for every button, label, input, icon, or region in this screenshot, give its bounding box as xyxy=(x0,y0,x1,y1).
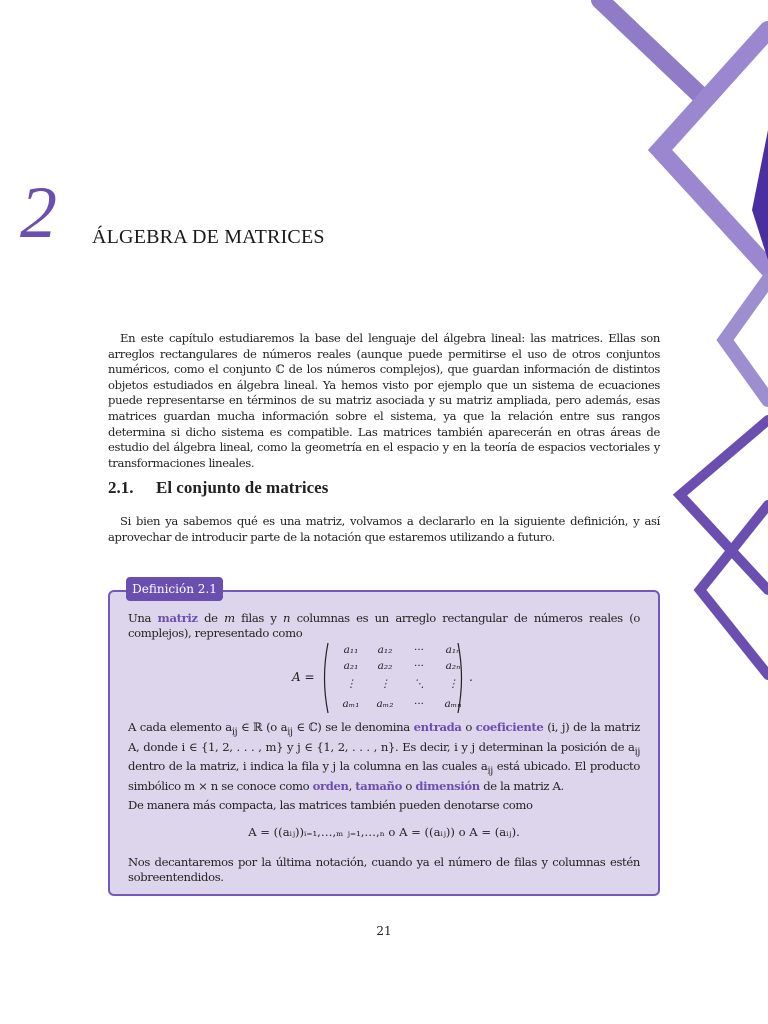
section-title: El conjunto de matrices xyxy=(156,478,329,497)
chapter-title: ÁLGEBRA DE MATRICES xyxy=(92,226,325,248)
matrix-cell: a₁₂ xyxy=(377,644,393,656)
page-number: 21 xyxy=(376,924,392,938)
definition-paragraph-4: Nos decantaremos por la última notación, cuando ya el número de filas y columnas estén sobreentendidos. xyxy=(128,855,640,885)
matrix-cell: a₂₁ xyxy=(343,660,359,672)
matrix-display xyxy=(292,642,492,714)
definition-tag: Definición 2.1 xyxy=(126,577,223,601)
compact-notation-display: A = ((aᵢⱼ))ᵢ₌₁,…,ₘ ⱼ₌₁,…,ₙ o A = ((aᵢⱼ)) o A = (aᵢⱼ). xyxy=(248,825,520,839)
matrix-cell: ⋮ xyxy=(345,678,357,690)
matrix-label: A = xyxy=(292,670,315,684)
left-parenthesis xyxy=(320,642,330,714)
keyword-coeficiente: coeficiente xyxy=(475,720,544,734)
keyword-tamano: tamaño xyxy=(355,778,403,793)
section-number: 2.1. xyxy=(108,478,134,497)
matrix-period: . xyxy=(469,670,473,684)
keyword-entrada: entrada xyxy=(413,720,462,734)
right-parenthesis xyxy=(456,642,466,714)
section-paragraph: Si bien ya sabemos qué es una matriz, volvamos a declararlo en la siguiente definición, y así aprovechar de introducir parte de la notación que estaremos utilizando a futuro. xyxy=(108,514,660,544)
matrix-cell: aₘ₂ xyxy=(376,698,394,710)
matrix-cell: ⋱ xyxy=(413,678,425,690)
matrix-cell: ··· xyxy=(413,644,424,656)
matrix-cell: ··· xyxy=(413,698,424,710)
matrix-cell: a₂₂ xyxy=(377,660,393,672)
keyword-matriz: matriz xyxy=(157,611,198,625)
matrix-cell: ⋮ xyxy=(379,678,391,690)
definition-paragraph-2: A cada elemento $a_{ij}$ ∈ ℝ (o $a_{ij}$ ∈ ℂ) se le denomina entrada o coeficiente (i, j) de la matriz A, donde i ∈ {1, 2, . . . , m} y j ∈ {1, 2, . . . , n}. Es decir, i y j determinan la posición de $a_{ij}$ dentro de la matriz, i indica la fila y j la columna en las cuales $a_{ij}$ está ubicado. El producto simbólico m × n se conoce como orden, tamaño o dimensión de la matriz A. xyxy=(128,720,640,793)
keyword-dimension: dimensión xyxy=(415,778,480,793)
matrix-cell: a₂ₙ xyxy=(445,660,461,672)
matrix-cell: ··· xyxy=(413,660,424,672)
intro-paragraph: En este capítulo estudiaremos la base del lenguaje del álgebra lineal: las matrices. Ellas son arreglos rectangulares de números reales (aunque puede permitirse el uso de otros conjuntos numéricos, como el conjunto ℂ de los números complejos), que guardan información de distintos objetos estudiados en álgebra lineal. Ya hemos visto por ejemplo que un sistema de ecuaciones puede representarse en términos de su matriz asociada y su matriz ampliada, pero además, esas matrices guardan mucha información sobre el sistema, ya que la relación entre sus rangos determina si dicho sistema es compatible. Las matrices también aparecerán en otras áreas de estudio del álgebra lineal, como la geometría en el espacio y en la teoría de espacios vectoriales y transformaciones lineales. xyxy=(108,331,660,470)
section-heading xyxy=(108,478,328,498)
matrix-cell: a₁₁ xyxy=(343,644,359,656)
matrix-cell: aₘₙ xyxy=(444,698,462,710)
matrix-cell: aₘ₁ xyxy=(342,698,360,710)
keyword-orden: orden xyxy=(312,778,349,793)
chapter-number: 2 xyxy=(20,172,57,254)
definition-paragraph-3: De manera más compacta, las matrices también pueden denotarse como xyxy=(128,798,533,812)
matrix-cell: a₁ₙ xyxy=(445,644,461,656)
definition-paragraph-1: Una matriz de m filas y n columnas es un arreglo rectangular de números reales (o complejos), representado como xyxy=(128,611,641,641)
matrix-cell: ⋮ xyxy=(447,678,459,690)
